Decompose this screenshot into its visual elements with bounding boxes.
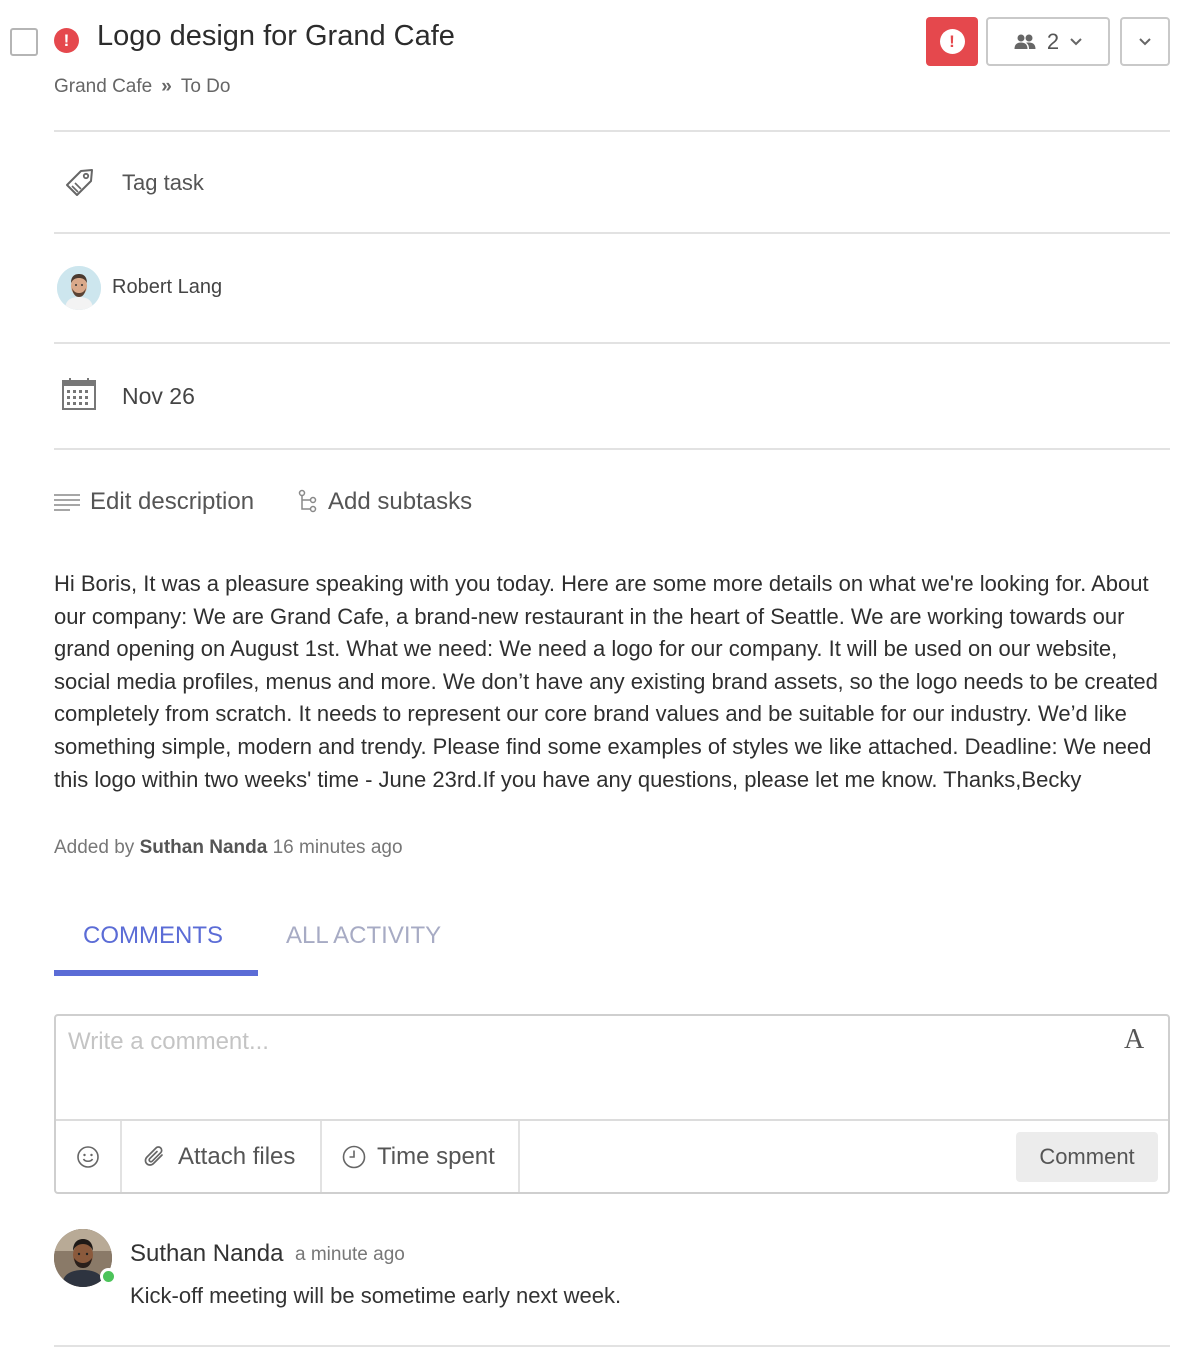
divider	[54, 448, 1170, 450]
task-description[interactable]: Hi Boris, It was a pleasure speaking with you today. Here are some more details on what we're looking for. About our company: We are Grand Cafe, a brand-new restaurant in the heart of Seattle. We are working towards our grand opening on August 1st. What we need: We need a logo for our company. It will be used on our website, social media profiles, menus and more. We don’t have any existing brand assets, so the logo needs to be created completely from scratch. It needs to represent our core brand values and be suitable for our industry. We’d like something simple, modern and trendy. Please find some examples of styles we like attached. Deadline: We need this logo within two weeks' time - June 23rd.If you have any questions, please let me know. Thanks,Becky	[54, 571, 1158, 792]
breadcrumb-list-link[interactable]: To Do	[180, 76, 231, 97]
added-by-time: 16 minutes ago	[272, 837, 403, 858]
text-lines-icon	[54, 493, 80, 511]
more-options-button[interactable]	[1120, 17, 1170, 66]
tab-all-activity[interactable]: ALL ACTIVITY	[286, 922, 442, 949]
breadcrumb-separator: »	[161, 76, 172, 97]
breadcrumb	[54, 76, 230, 98]
toolbar-separator	[320, 1121, 322, 1192]
task-complete-checkbox[interactable]	[10, 28, 38, 56]
emoji-button[interactable]	[56, 1121, 120, 1192]
paperclip-icon	[142, 1144, 168, 1170]
text-format-button[interactable]: A	[1124, 1024, 1145, 1055]
urgent-toggle-button[interactable]	[926, 17, 978, 66]
toolbar-separator	[120, 1121, 122, 1192]
assignee-avatar[interactable]	[57, 266, 101, 310]
time-spent-label: Time spent	[377, 1142, 495, 1170]
added-by-line	[54, 837, 403, 859]
online-status-icon	[100, 1268, 117, 1285]
due-date[interactable]: Nov 26	[122, 383, 195, 409]
time-spent-button[interactable]	[341, 1121, 495, 1192]
comment-author[interactable]: Suthan Nanda	[130, 1240, 284, 1267]
members-button[interactable]	[986, 17, 1110, 66]
tab-comments[interactable]: COMMENTS	[83, 922, 223, 949]
attach-files-button[interactable]	[142, 1121, 295, 1192]
edit-description-button[interactable]	[54, 488, 254, 516]
tag-icon	[62, 166, 96, 205]
breadcrumb-project-link[interactable]: Grand Cafe	[54, 76, 153, 97]
clock-icon	[341, 1144, 367, 1170]
task-title[interactable]: Logo design for Grand Cafe	[97, 20, 455, 52]
calendar-icon	[61, 377, 97, 416]
attach-files-label: Attach files	[178, 1142, 296, 1170]
urgent-indicator-icon: !	[54, 28, 79, 53]
edit-description-label: Edit description	[90, 488, 255, 515]
toolbar-separator	[518, 1121, 520, 1192]
divider	[54, 130, 1170, 132]
tag-task-button[interactable]: Tag task	[122, 170, 204, 195]
comment-text: Kick-off meeting will be sometime early next week.	[130, 1283, 622, 1308]
subtasks-icon	[298, 489, 318, 515]
divider	[54, 342, 1170, 344]
submit-comment-button[interactable]: Comment	[1016, 1132, 1158, 1182]
chevron-down-icon	[1138, 37, 1152, 47]
comment-input[interactable]	[68, 1028, 1108, 1108]
assignee-name[interactable]: Robert Lang	[112, 276, 223, 298]
divider	[54, 232, 1170, 234]
divider	[54, 1345, 1170, 1347]
smiley-icon	[76, 1145, 100, 1169]
active-tab-indicator	[54, 970, 258, 976]
chevron-down-icon	[1069, 37, 1083, 47]
comment-timestamp: a minute ago	[295, 1244, 405, 1265]
users-icon	[1013, 33, 1037, 51]
add-subtasks-label: Add subtasks	[328, 488, 473, 515]
add-subtasks-button[interactable]	[298, 488, 472, 516]
member-count: 2	[1046, 28, 1060, 54]
exclamation-icon: !	[940, 29, 965, 54]
added-by-name: Suthan Nanda	[139, 837, 268, 858]
added-by-prefix: Added by	[54, 837, 135, 858]
